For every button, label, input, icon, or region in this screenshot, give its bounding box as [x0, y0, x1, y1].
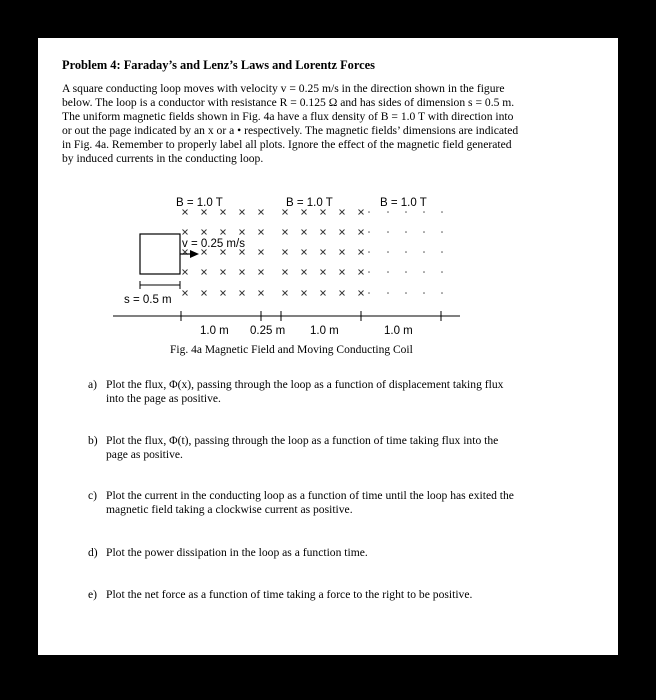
field-into-page-mark [240, 270, 245, 275]
field-into-page-mark [359, 250, 364, 255]
question-label: c) [88, 489, 98, 502]
field-out-of-page-mark [387, 211, 389, 213]
field-out-of-page-mark [441, 292, 443, 294]
velocity-label: v = 0.25 m/s [182, 238, 245, 250]
field-into-page-mark [359, 210, 364, 215]
field-into-page-mark [321, 291, 326, 296]
field-out-of-page-mark [441, 251, 443, 253]
field-into-page-mark [202, 210, 207, 215]
field-out-of-page-mark [368, 251, 370, 253]
arrow-head-icon [190, 250, 199, 258]
question-label: b) [88, 434, 98, 447]
field-into-page-mark [321, 210, 326, 215]
field-into-page-mark [302, 210, 307, 215]
field-out-of-page-mark [441, 231, 443, 233]
field-into-page-mark [240, 210, 245, 215]
field-into-page-mark [221, 230, 226, 235]
field-into-page-mark [359, 230, 364, 235]
field-into-page-mark [240, 230, 245, 235]
question-line: page as positive. [106, 448, 183, 461]
field-into-page-mark [240, 291, 245, 296]
intro-line: A square conducting loop moves with velocity v = 0.25 m/s in the direction shown in the figure [62, 82, 505, 95]
dimension-label: 1.0 m [310, 325, 339, 337]
field-out-of-page-mark [423, 251, 425, 253]
field-into-page-mark [302, 270, 307, 275]
field-out-of-page-mark [368, 211, 370, 213]
field-out-of-page-mark [441, 211, 443, 213]
field-out-of-page-mark [405, 251, 407, 253]
field-into-page-mark [183, 230, 188, 235]
field-into-page-mark [340, 291, 345, 296]
field-into-page-mark [340, 270, 345, 275]
field-into-page-mark [283, 210, 288, 215]
dimension-label: 1.0 m [200, 325, 229, 337]
intro-line: by induced currents in the conducting loop. [62, 152, 264, 165]
field-into-page-mark [283, 230, 288, 235]
field-into-page-mark [283, 250, 288, 255]
intro-line: below. The loop is a conductor with resistance R = 0.125 Ω and has sides of dimension s = 0.5 m. [62, 96, 515, 109]
dimension-label: 0.25 m [250, 325, 286, 337]
field-into-page-mark [359, 270, 364, 275]
intro-line: or out the page indicated by an x or a • respectively. The magnetic fields’ dimensions are indicated [62, 124, 519, 137]
field-out-of-page-mark [423, 231, 425, 233]
field-out-of-page-mark [368, 231, 370, 233]
question-line: Plot the net force as a function of time taking a force to the right to be positive. [106, 588, 473, 601]
question-line: Plot the current in the conducting loop as a function of time until the loop has exited the [106, 489, 514, 502]
field-into-page-mark [259, 230, 264, 235]
field-out-of-page-mark [405, 231, 407, 233]
question-line: magnetic field taking a clockwise current as positive. [106, 503, 353, 516]
field-into-page-mark [259, 210, 264, 215]
field-into-page-mark [283, 291, 288, 296]
field-into-page-mark [183, 270, 188, 275]
field-into-page-mark [340, 230, 345, 235]
question-line: Plot the flux, Φ(x), passing through the loop as a function of displacement taking flux [106, 378, 504, 391]
conducting-loop [140, 234, 180, 274]
problem-page [38, 38, 618, 655]
field-out-of-page-mark [387, 231, 389, 233]
field-into-page-mark [259, 250, 264, 255]
question-line: Plot the power dissipation in the loop as a function time. [106, 546, 368, 559]
field-out-of-page-mark [405, 271, 407, 273]
field-out-of-page-mark [387, 292, 389, 294]
field-label: B = 1.0 T [176, 197, 223, 209]
field-out-of-page-mark [423, 211, 425, 213]
field-label: B = 1.0 T [286, 197, 333, 209]
field-into-page-mark [183, 210, 188, 215]
field-into-page-mark [302, 250, 307, 255]
field-into-page-mark [202, 291, 207, 296]
field-into-page-mark [202, 270, 207, 275]
field-out-of-page-mark [387, 271, 389, 273]
field-into-page-mark [302, 291, 307, 296]
field-into-page-mark [340, 250, 345, 255]
question-line: into the page as positive. [106, 392, 221, 405]
field-out-of-page-mark [405, 211, 407, 213]
side-label: s = 0.5 m [124, 294, 172, 306]
field-into-page-mark [359, 291, 364, 296]
field-into-page-mark [221, 270, 226, 275]
field-into-page-mark [340, 210, 345, 215]
field-into-page-mark [259, 270, 264, 275]
field-label: B = 1.0 T [380, 197, 427, 209]
field-into-page-mark [302, 230, 307, 235]
field-out-of-page-mark [368, 271, 370, 273]
question-line: Plot the flux, Φ(t), passing through the loop as a function of time taking flux into the [106, 434, 499, 447]
field-into-page-mark [183, 291, 188, 296]
field-into-page-mark [221, 250, 226, 255]
field-into-page-mark [202, 230, 207, 235]
field-out-of-page-mark [423, 271, 425, 273]
field-out-of-page-mark [387, 251, 389, 253]
problem-title: Problem 4: Faraday’s and Lenz’s Laws and Lorentz Forces [62, 58, 375, 72]
field-into-page-mark [221, 210, 226, 215]
question-label: a) [88, 378, 98, 391]
field-into-page-mark [259, 291, 264, 296]
field-into-page-mark [321, 250, 326, 255]
field-out-of-page-mark [368, 292, 370, 294]
intro-line: The uniform magnetic fields shown in Fig. 4a have a flux density of B = 1.0 T with direction into [62, 110, 514, 123]
magnetic-field-figure [38, 38, 618, 368]
field-into-page-mark [240, 250, 245, 255]
intro-line: in Fig. 4a. Remember to properly label all plots. Ignore the effect of the magnetic field generated [62, 138, 512, 151]
field-into-page-mark [283, 270, 288, 275]
field-marks [183, 210, 443, 296]
field-out-of-page-mark [423, 292, 425, 294]
field-into-page-mark [321, 230, 326, 235]
question-label: d) [88, 546, 98, 559]
field-into-page-mark [202, 250, 207, 255]
field-into-page-mark [321, 270, 326, 275]
field-out-of-page-mark [441, 271, 443, 273]
dimension-label: 1.0 m [384, 325, 413, 337]
question-label: e) [88, 588, 98, 601]
figure-caption: Fig. 4a Magnetic Field and Moving Conducting Coil [170, 344, 413, 356]
field-into-page-mark [221, 291, 226, 296]
field-out-of-page-mark [405, 292, 407, 294]
